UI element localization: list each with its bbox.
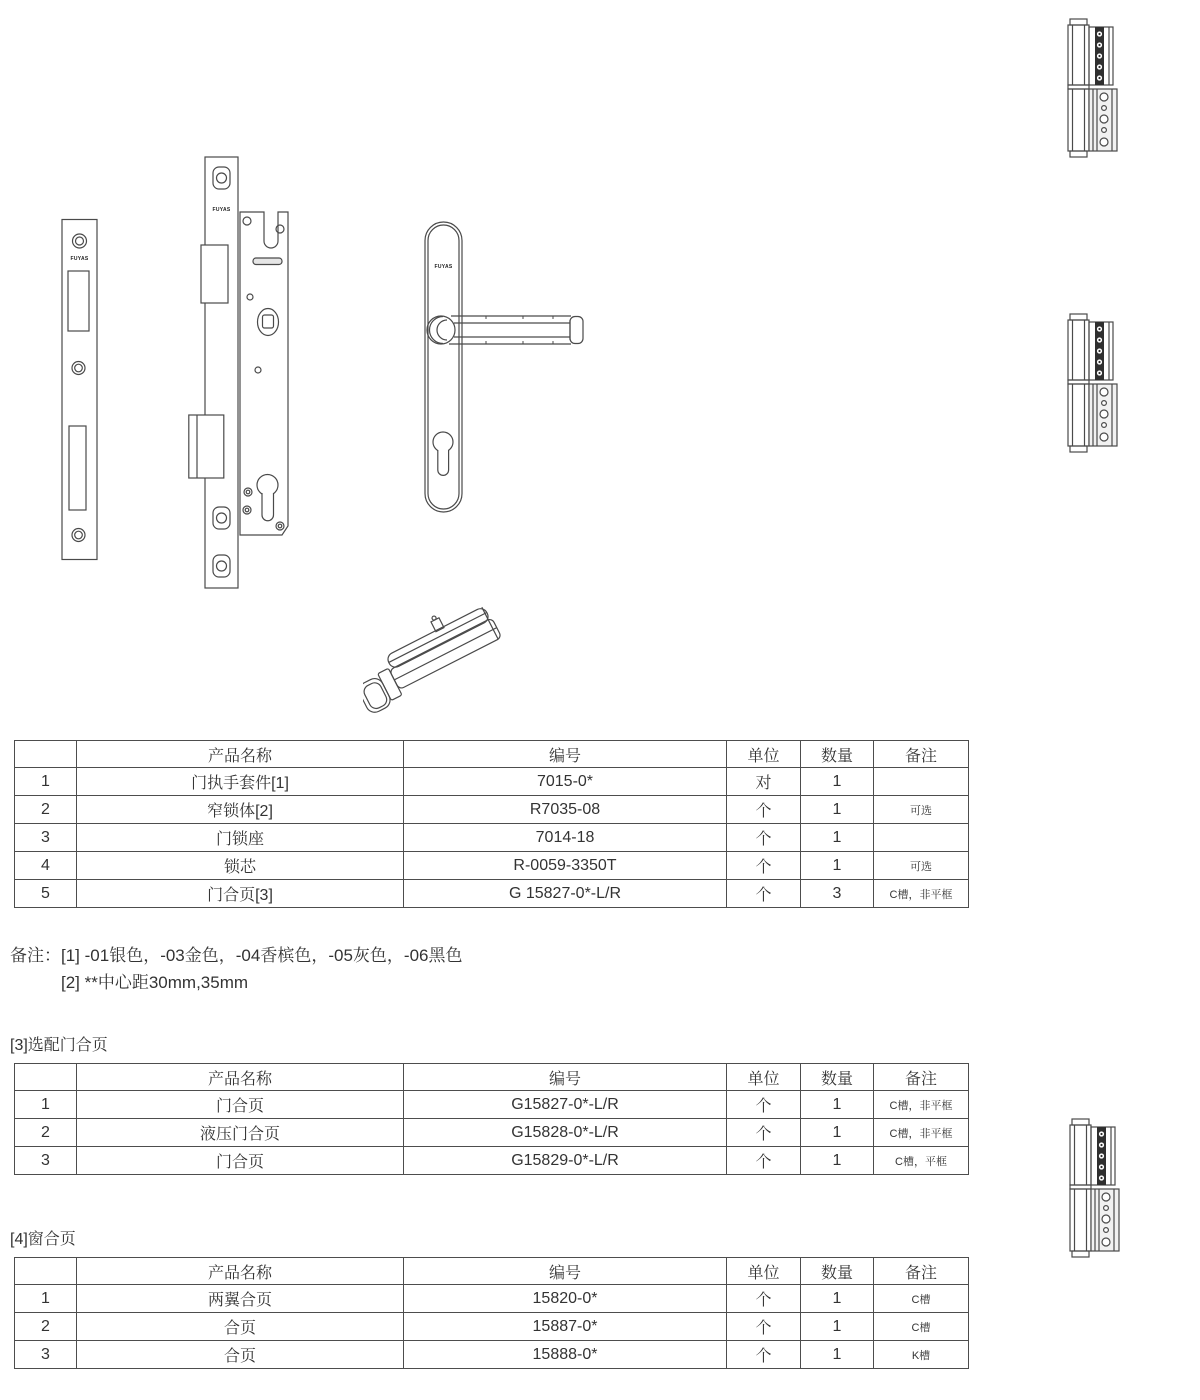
table-cell: 个 xyxy=(727,1341,801,1369)
row-index-cell: 1 xyxy=(15,768,77,796)
column-header: 单位 xyxy=(727,1064,801,1091)
table-cell: 门执手套件[1] xyxy=(77,768,404,796)
column-header: 数量 xyxy=(801,741,874,768)
table-cell: 个 xyxy=(727,1313,801,1341)
table-cell: 合页 xyxy=(77,1341,404,1369)
table-cell: 个 xyxy=(727,1091,801,1119)
table-cell xyxy=(874,824,969,852)
table-cell: 1 xyxy=(801,824,874,852)
lock-cylinder-drawing xyxy=(363,597,515,723)
table-cell: 1 xyxy=(801,1341,874,1369)
table-cell: K槽 xyxy=(874,1341,969,1369)
table-cell: 1 xyxy=(801,1285,874,1313)
column-header: 备注 xyxy=(874,1258,969,1285)
note-line-2 xyxy=(10,969,462,996)
door-hinges-table xyxy=(14,1063,969,1175)
table-cell: G15829-0*-L/R xyxy=(404,1147,727,1175)
row-index-cell: 3 xyxy=(15,1341,77,1369)
table-cell: 15887-0* xyxy=(404,1313,727,1341)
table-cell: 个 xyxy=(727,852,801,880)
notes-label: 备注： xyxy=(10,946,61,965)
column-header: 数量 xyxy=(801,1064,874,1091)
main-parts-table xyxy=(14,740,969,908)
door-hinge-drawing-top xyxy=(1066,18,1120,158)
table-cell: C槽 xyxy=(874,1313,969,1341)
table-cell: 两翼合页 xyxy=(77,1285,404,1313)
table-cell: 个 xyxy=(727,1147,801,1175)
table-cell: 可选 xyxy=(874,796,969,824)
window-hinges-table xyxy=(14,1257,969,1369)
column-header: 数量 xyxy=(801,1258,874,1285)
table-cell: 1 xyxy=(801,852,874,880)
note-text-2: [2] **中心距30mm,35mm xyxy=(61,973,249,992)
table-row xyxy=(15,796,969,824)
table-row xyxy=(15,1119,969,1147)
table-cell: 1 xyxy=(801,796,874,824)
lock-body-drawing xyxy=(188,155,293,591)
door-hinge-drawing-middle xyxy=(1066,313,1120,453)
table-cell: G15828-0*-L/R xyxy=(404,1119,727,1147)
table-cell: 合页 xyxy=(77,1313,404,1341)
row-index-cell: 2 xyxy=(15,1119,77,1147)
column-header: 编号 xyxy=(404,741,727,768)
notes-block xyxy=(10,942,462,996)
note-line-1 xyxy=(10,942,462,969)
table-cell: C槽，平框 xyxy=(874,1147,969,1175)
row-index-cell: 1 xyxy=(15,1091,77,1119)
table-row xyxy=(15,1313,969,1341)
table-cell xyxy=(874,768,969,796)
table-cell: 1 xyxy=(801,768,874,796)
row-index-cell: 5 xyxy=(15,880,77,908)
section-title-window-hinges: [4]窗合页 xyxy=(10,1231,76,1248)
door-handle-drawing xyxy=(420,220,590,515)
row-index-cell: 3 xyxy=(15,824,77,852)
column-header: 产品名称 xyxy=(77,741,404,768)
table-cell: R-0059-3350T xyxy=(404,852,727,880)
table-cell: 个 xyxy=(727,824,801,852)
column-header: 备注 xyxy=(874,1064,969,1091)
table-cell: 15888-0* xyxy=(404,1341,727,1369)
column-header: 单位 xyxy=(727,1258,801,1285)
table-row xyxy=(15,1341,969,1369)
row-index-cell: 3 xyxy=(15,1147,77,1175)
table-row xyxy=(15,824,969,852)
table-cell: 门合页[3] xyxy=(77,880,404,908)
strike-plate-drawing xyxy=(60,218,100,562)
column-header: 编号 xyxy=(404,1064,727,1091)
table-cell: 个 xyxy=(727,1119,801,1147)
table-cell: R7035-08 xyxy=(404,796,727,824)
table-cell: 3 xyxy=(801,880,874,908)
table-cell: 1 xyxy=(801,1313,874,1341)
table-cell: G15827-0*-L/R xyxy=(404,1091,727,1119)
table-cell: 个 xyxy=(727,880,801,908)
table-row xyxy=(15,768,969,796)
column-header: 单位 xyxy=(727,741,801,768)
table-row xyxy=(15,1285,969,1313)
table-cell: G 15827-0*-L/R xyxy=(404,880,727,908)
section-title-door-hinges: [3]选配门合页 xyxy=(10,1037,108,1054)
column-header: 备注 xyxy=(874,741,969,768)
table-header-row xyxy=(15,741,969,768)
column-header xyxy=(15,1064,77,1091)
table-cell: C槽，非平框 xyxy=(874,880,969,908)
note-text-1: [1] -01银色，-03金色，-04香槟色，-05灰色，-06黑色 xyxy=(61,946,463,965)
table-row xyxy=(15,880,969,908)
column-header: 产品名称 xyxy=(77,1258,404,1285)
table-header-row xyxy=(15,1064,969,1091)
table-cell: 1 xyxy=(801,1147,874,1175)
column-header: 产品名称 xyxy=(77,1064,404,1091)
row-index-cell: 2 xyxy=(15,796,77,824)
table-cell: 液压门合页 xyxy=(77,1119,404,1147)
table-cell: 门合页 xyxy=(77,1091,404,1119)
brand-logo-text: FUYAS xyxy=(434,264,453,270)
row-index-cell: 1 xyxy=(15,1285,77,1313)
table-cell: 个 xyxy=(727,796,801,824)
table-cell: 窄锁体[2] xyxy=(77,796,404,824)
table-cell: 个 xyxy=(727,1285,801,1313)
table-cell: 1 xyxy=(801,1091,874,1119)
table-cell: 门锁座 xyxy=(77,824,404,852)
table-cell: 门合页 xyxy=(77,1147,404,1175)
column-header: 编号 xyxy=(404,1258,727,1285)
table-cell: 1 xyxy=(801,1119,874,1147)
table-cell: C槽 xyxy=(874,1285,969,1313)
table-row xyxy=(15,852,969,880)
table-cell: 可选 xyxy=(874,852,969,880)
column-header xyxy=(15,1258,77,1285)
row-index-cell: 4 xyxy=(15,852,77,880)
table-row xyxy=(15,1091,969,1119)
table-cell: 对 xyxy=(727,768,801,796)
table-cell: 7014-18 xyxy=(404,824,727,852)
hinge-drawing-bottom xyxy=(1068,1118,1122,1258)
row-index-cell: 2 xyxy=(15,1313,77,1341)
table-header-row xyxy=(15,1258,969,1285)
table-cell: C槽，非平框 xyxy=(874,1091,969,1119)
table-cell: C槽，非平框 xyxy=(874,1119,969,1147)
brand-logo-text: FUYAS xyxy=(212,207,231,213)
column-header xyxy=(15,741,77,768)
table-cell: 锁芯 xyxy=(77,852,404,880)
table-row xyxy=(15,1147,969,1175)
table-cell: 7015-0* xyxy=(404,768,727,796)
table-cell: 15820-0* xyxy=(404,1285,727,1313)
brand-logo-text: FUYAS xyxy=(70,256,89,262)
